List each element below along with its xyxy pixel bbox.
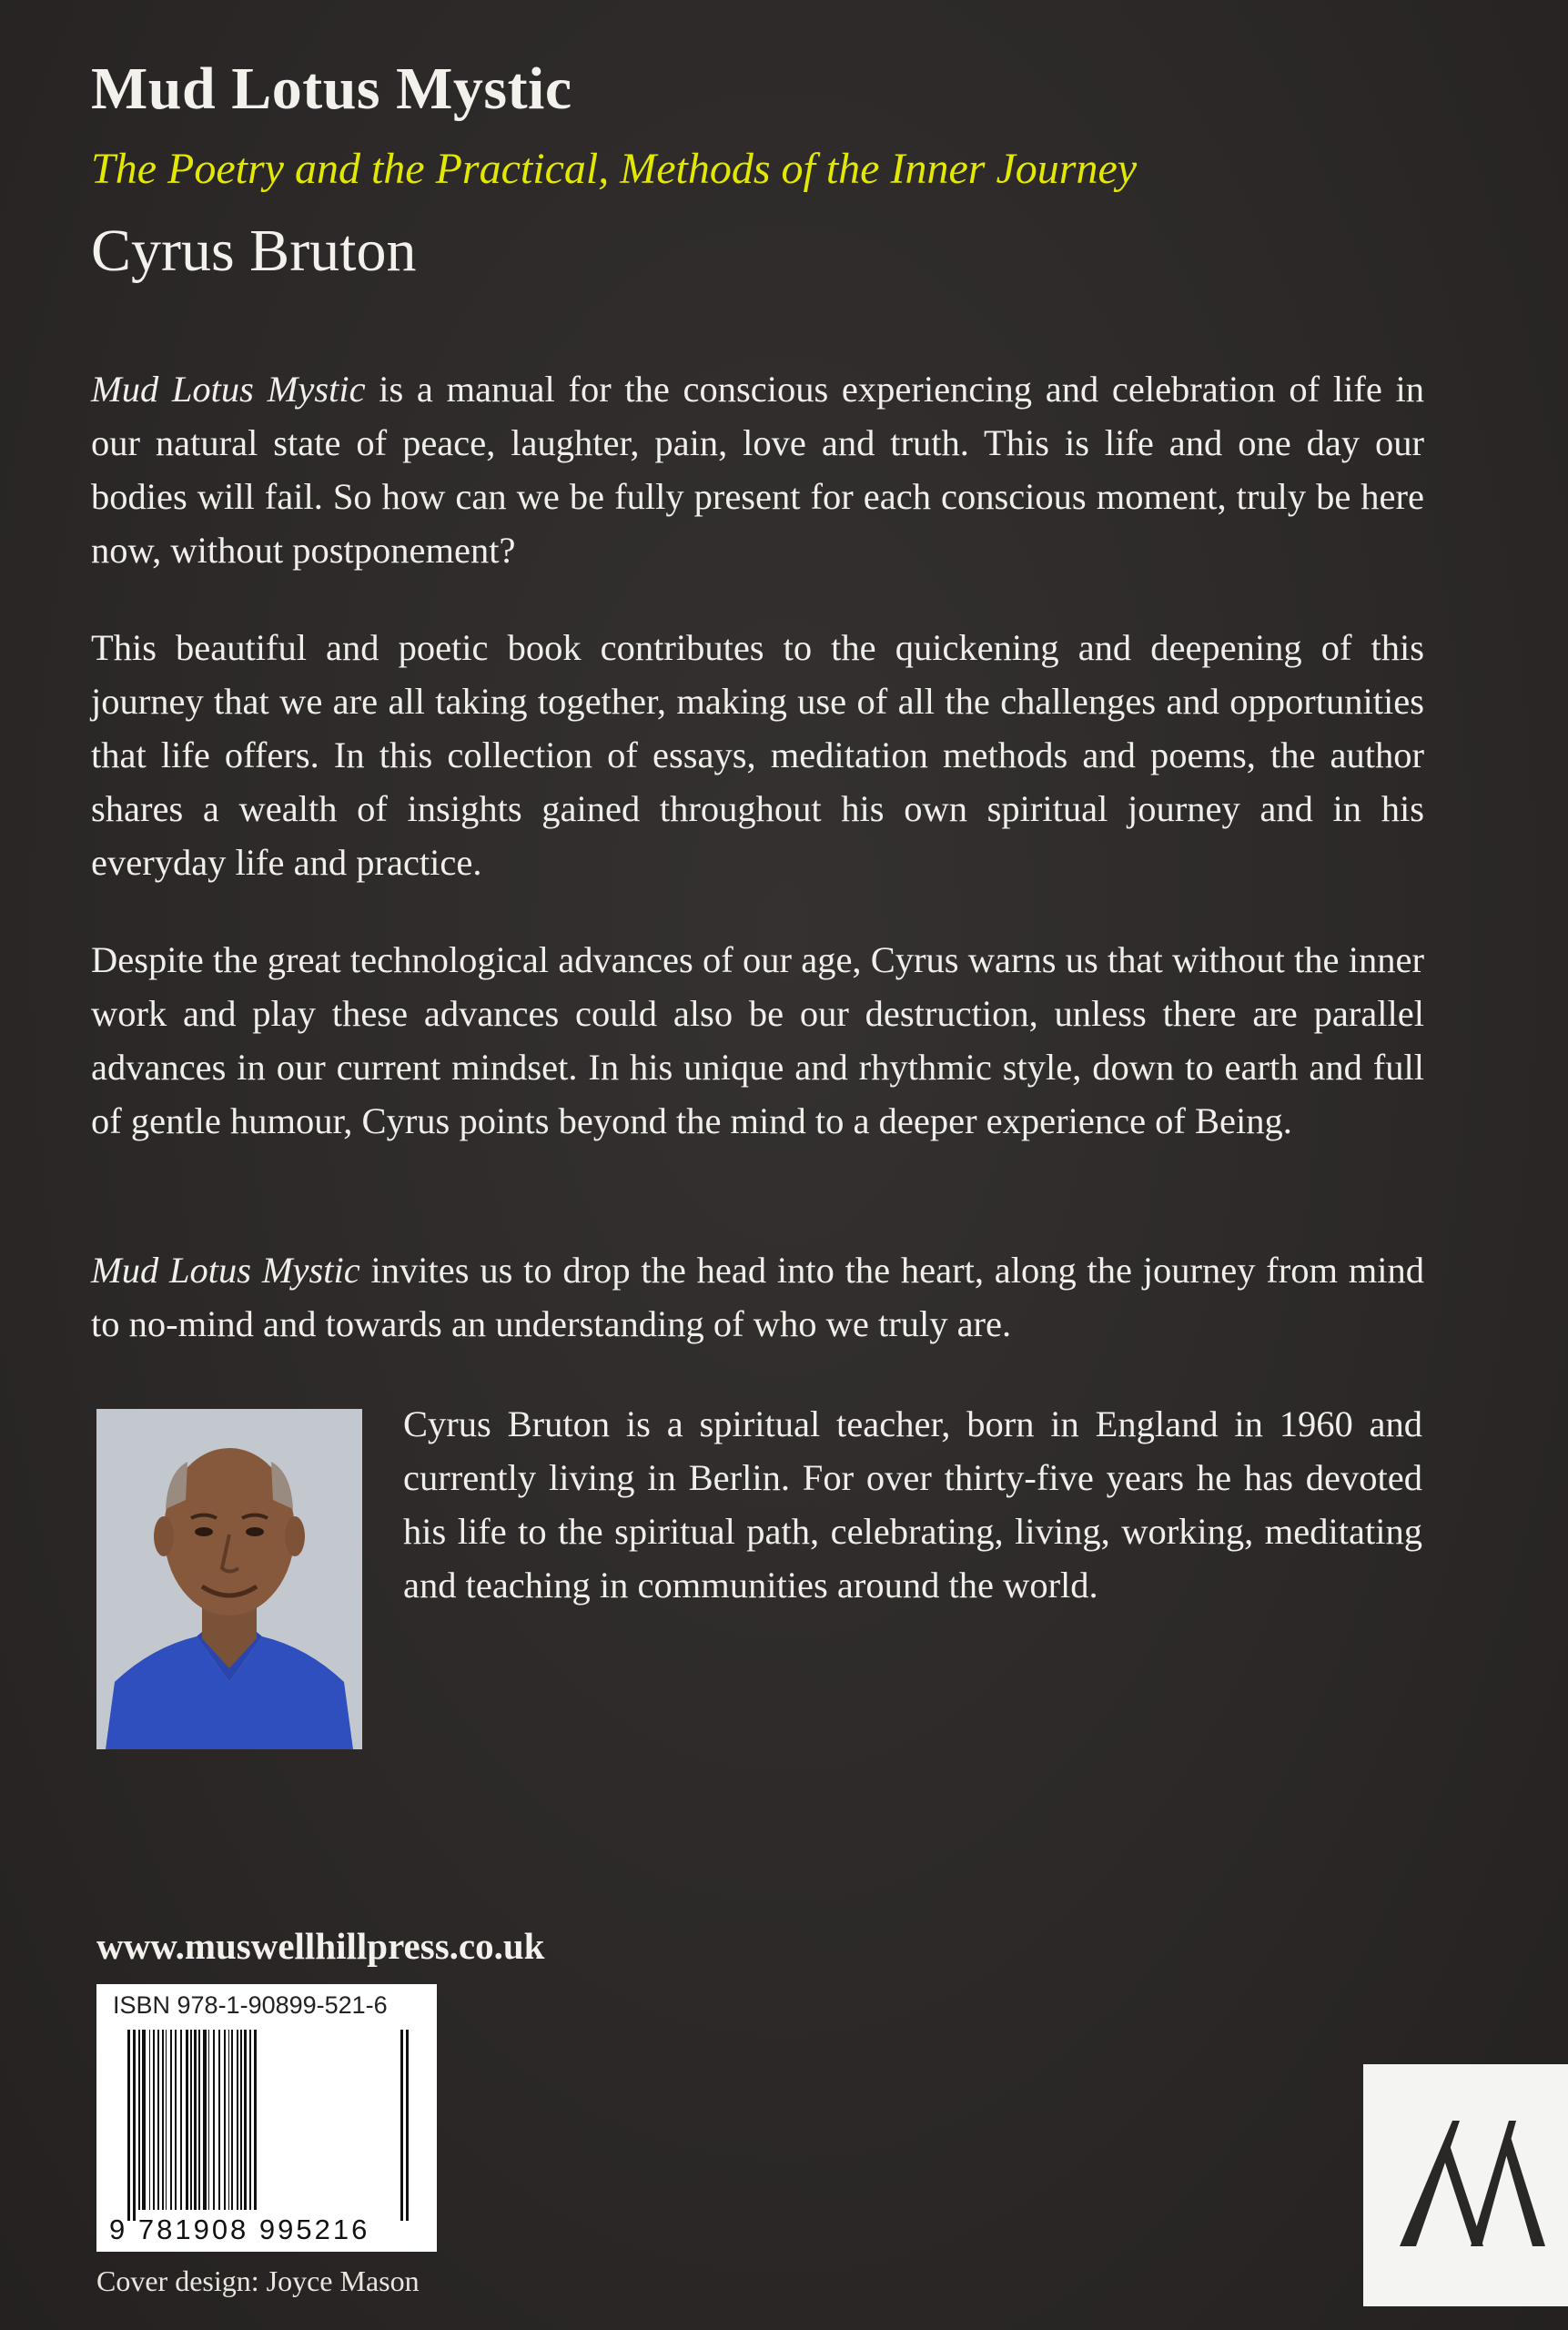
barcode-bar bbox=[180, 2030, 182, 2210]
blurb-paragraph-4 bbox=[91, 1243, 1424, 1351]
barcode-bar bbox=[153, 2030, 155, 2210]
author-bio: Cyrus Bruton is a spiritual teacher, born in England in 1960 and currently living in Berlin. For over thirty-five years he has devoted his life to the spiritual path, celebrating, living, working, meditating and teaching in communities around the world. bbox=[403, 1403, 1422, 1606]
barcode-bar bbox=[249, 2030, 251, 2210]
author-photo bbox=[96, 1409, 362, 1749]
barcode-bar bbox=[208, 2030, 209, 2210]
barcode-bar bbox=[237, 2030, 238, 2210]
barcode-bar bbox=[406, 2030, 409, 2221]
blurb-text: invites us to drop the head into the heart, along the journey from mind to no-mind and towards an understanding of who we truly are. bbox=[91, 1250, 1424, 1344]
author-name: Cyrus Bruton bbox=[91, 218, 417, 284]
barcode-bar bbox=[157, 2030, 159, 2210]
book-subtitle: The Poetry and the Practical, Methods of the Inner Journey bbox=[91, 145, 1138, 193]
barcode-bar bbox=[186, 2030, 188, 2210]
blurb-title-italic: Mud Lotus Mystic bbox=[91, 369, 366, 410]
barcode-bar bbox=[162, 2030, 164, 2210]
blurb-title-italic: Mud Lotus Mystic bbox=[91, 1250, 360, 1291]
barcode-bar bbox=[175, 2030, 177, 2210]
author-portrait-icon bbox=[96, 1409, 362, 1749]
blurb-paragraph-1 bbox=[91, 362, 1424, 577]
book-title: Mud Lotus Mystic bbox=[91, 56, 572, 122]
barcode-bar bbox=[166, 2030, 167, 2210]
barcode-bar bbox=[213, 2030, 215, 2210]
blurb-paragraph-2: This beautiful and poetic book contributes to the quickening and deepening of this journey that we are all taking together, making use of all the challenges and opportunities that life offers. In this collection of essays, meditation methods and poems, the author shares a wealth of insights gained throughout his own spiritual journey and in his everyday life and practice. bbox=[91, 627, 1424, 883]
barcode-bar bbox=[228, 2030, 229, 2210]
publisher-website[interactable]: www.muswellhillpress.co.uk bbox=[96, 1925, 545, 1967]
barcode-bar bbox=[194, 2030, 197, 2210]
barcode-bar bbox=[218, 2030, 220, 2210]
barcode-bar bbox=[231, 2030, 233, 2210]
barcode-bar bbox=[240, 2030, 242, 2210]
publisher-logo-icon bbox=[1363, 2064, 1568, 2306]
barcode-bar bbox=[203, 2030, 207, 2210]
blurb-text: is a manual for the conscious experiencing and celebration of life in our natural state of peace, laughter, pain, love and truth. This is life and one day our bodies will fail. So how can we be fully present for each conscious moment, truly be here now, without postponement? bbox=[91, 369, 1424, 571]
barcode-bar bbox=[198, 2030, 200, 2210]
barcode-bar bbox=[127, 2030, 130, 2221]
barcode-bar bbox=[133, 2030, 136, 2221]
barcode bbox=[96, 1984, 437, 2252]
barcode-bar bbox=[170, 2030, 172, 2210]
isbn-label: ISBN 978-1-90899-521-6 bbox=[113, 1991, 388, 2019]
barcode-bar bbox=[244, 2030, 247, 2210]
publisher-logo-mark-icon bbox=[1363, 2064, 1568, 2306]
barcode-bar bbox=[142, 2030, 146, 2210]
cover-design-credit: Cover design: Joyce Mason bbox=[96, 2264, 420, 2297]
barcode-bar bbox=[254, 2030, 257, 2210]
ean-digits: 9 781908 995216 bbox=[109, 2214, 370, 2245]
barcode-bar bbox=[149, 2030, 150, 2210]
barcode-bars-icon bbox=[96, 1984, 437, 2252]
barcode-bar bbox=[400, 2030, 403, 2221]
barcode-bar bbox=[138, 2030, 140, 2210]
blurb-paragraph-3: Despite the great technological advances of our age, Cyrus warns us that without the inner work and play these advances could also be our destruction, unless there are parallel advances in our current mindset. In his unique and rhythmic style, down to earth and full of gentle humour, Cyrus points beyond the mind to a deeper experience of Being. bbox=[91, 939, 1424, 1141]
barcode-bar bbox=[224, 2030, 226, 2210]
barcode-bar bbox=[190, 2030, 192, 2210]
